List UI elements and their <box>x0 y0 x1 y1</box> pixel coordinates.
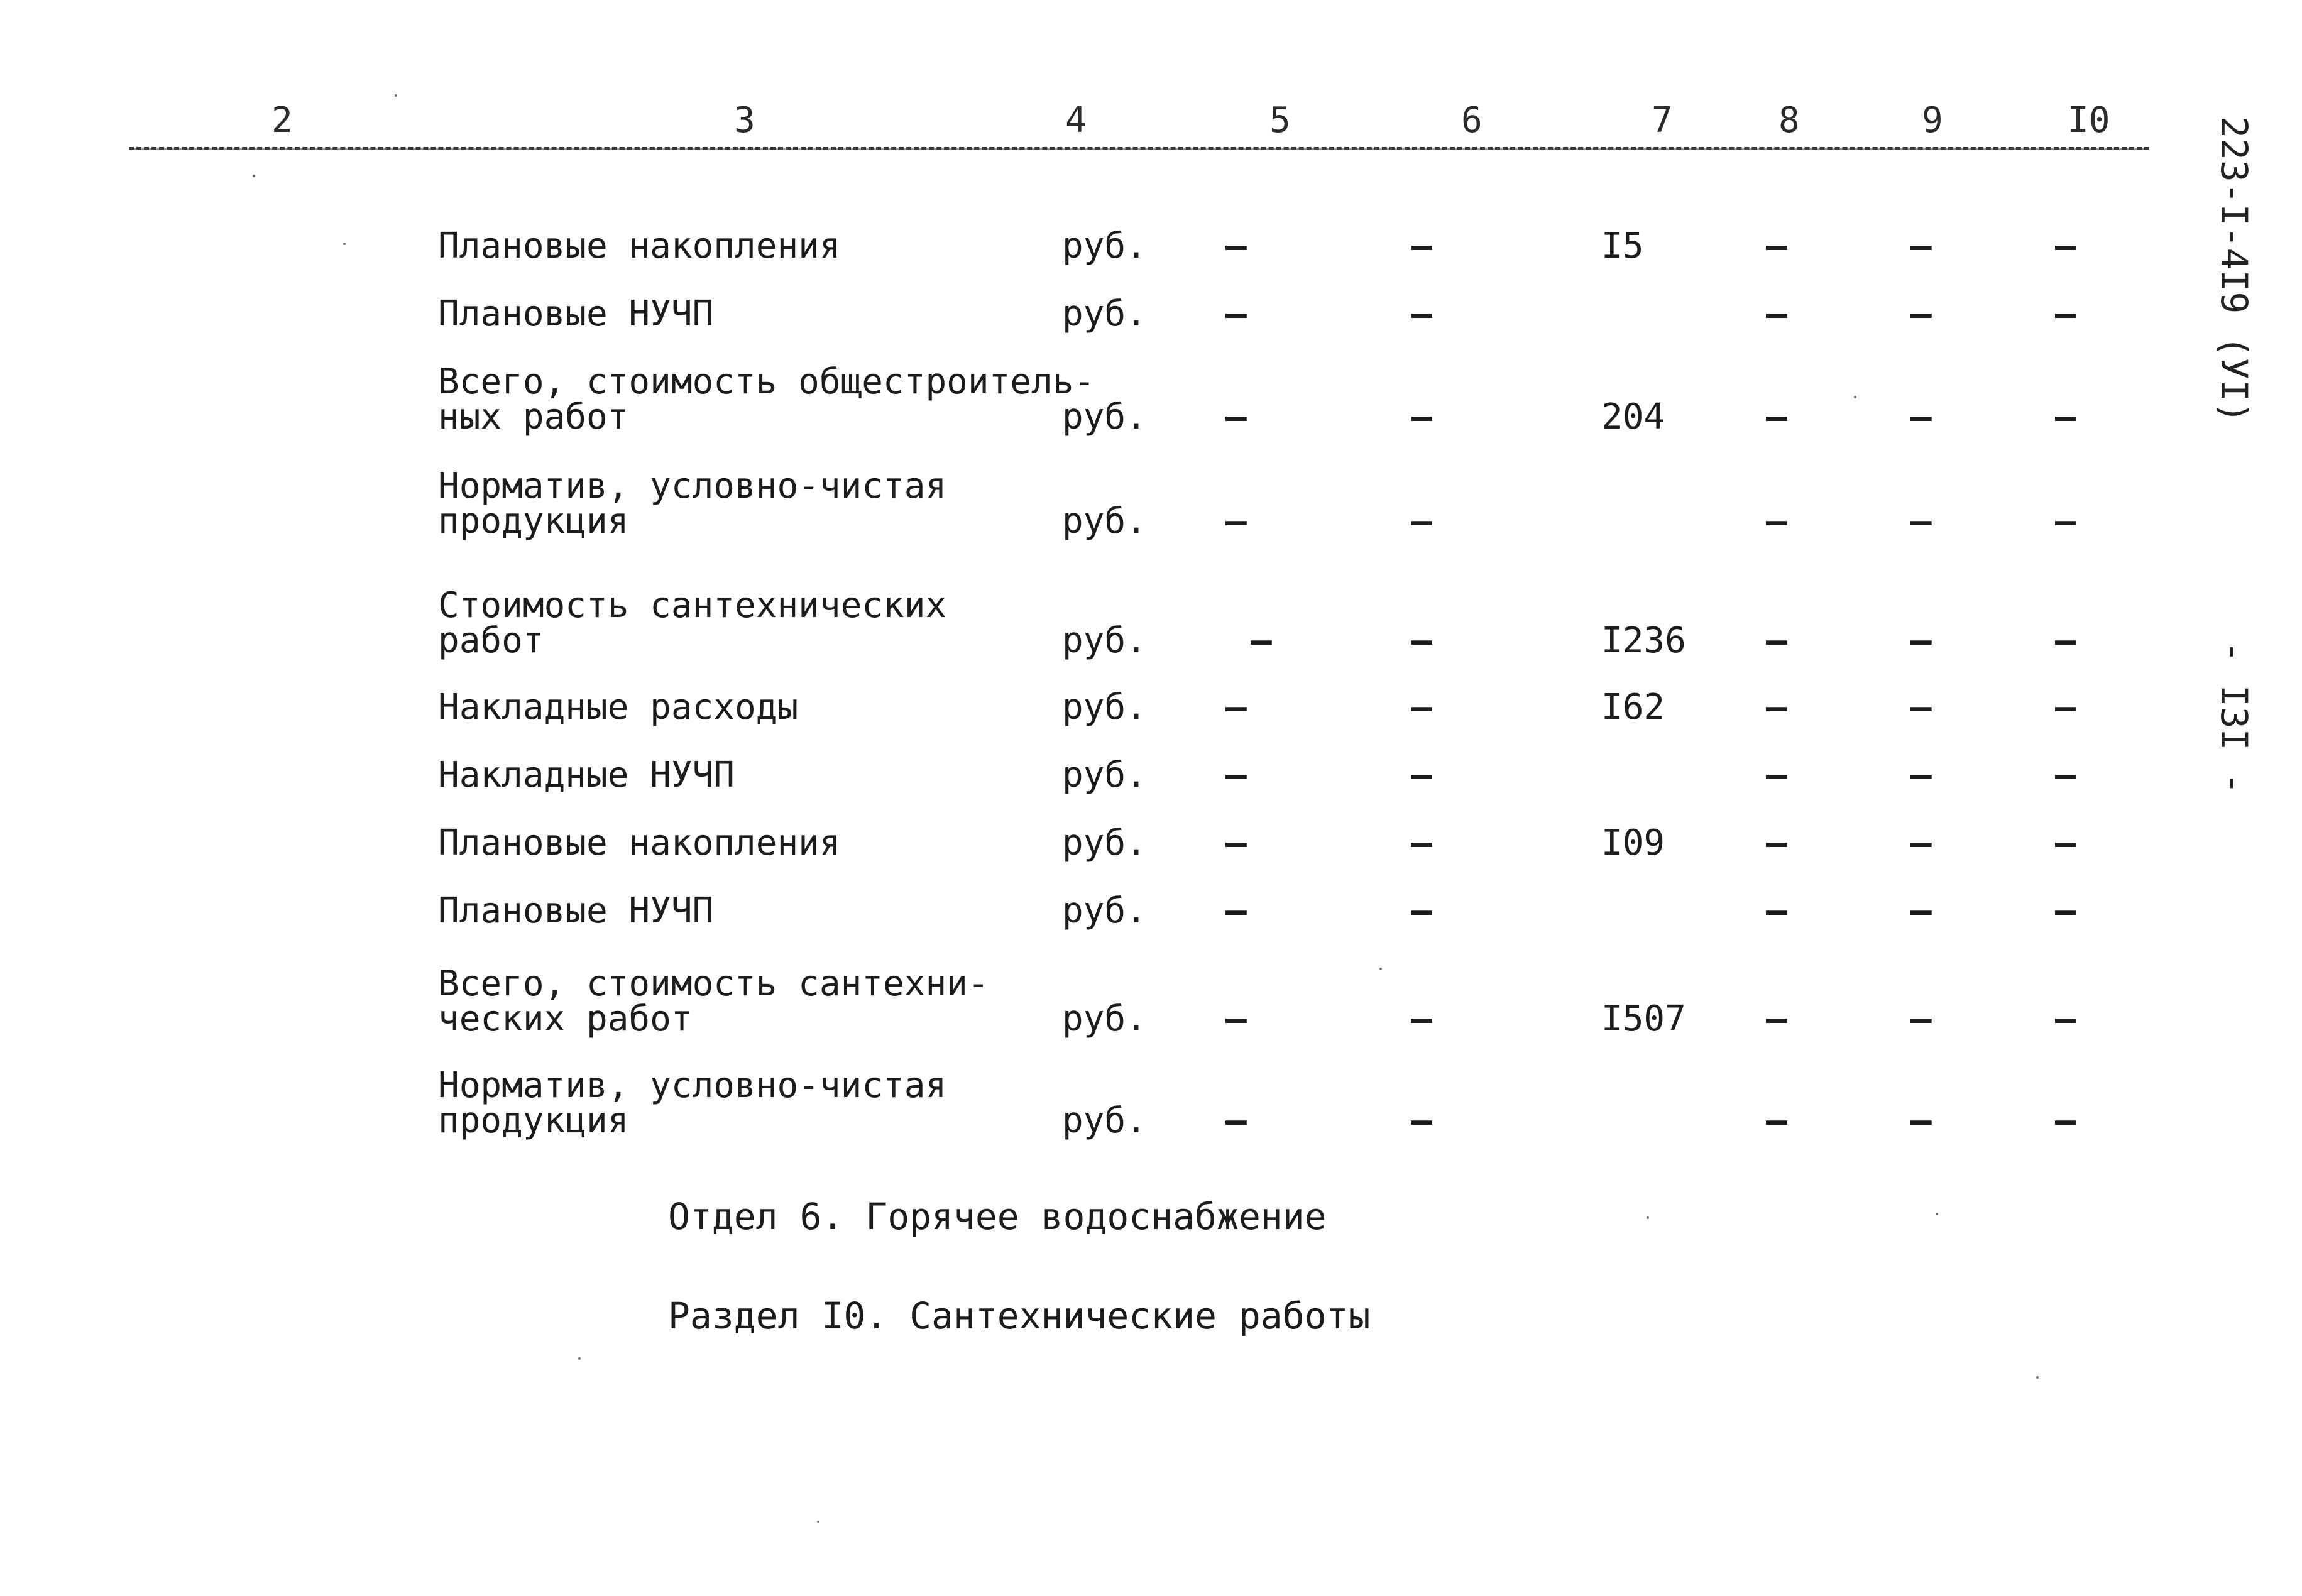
row-col6: – <box>1411 293 1432 334</box>
scan-speck <box>1647 1216 1649 1219</box>
row-unit: руб. <box>1062 396 1147 437</box>
row-col5: – <box>1251 620 1272 661</box>
column-header-6: 6 <box>1461 100 1483 141</box>
row-col5: – <box>1225 755 1247 795</box>
row-col6: – <box>1411 226 1432 266</box>
column-header-10: I0 <box>2068 100 2110 141</box>
row-col8: – <box>1766 501 1787 542</box>
row-description-line: Всего, стоимость общестроитель- <box>438 361 1095 402</box>
row-unit: руб. <box>1062 890 1147 931</box>
row-col8: – <box>1766 1100 1787 1141</box>
row-description-line: Плановые НУЧП <box>438 293 714 334</box>
document-code: 223-I-4I9 (УI) <box>2213 116 2255 424</box>
row-col10: – <box>2055 1100 2076 1141</box>
row-description-line: Стоимость сантехнических <box>438 585 947 626</box>
row-col6: – <box>1411 755 1432 795</box>
row-col7: I236 <box>1601 620 1686 661</box>
row-col5: – <box>1225 396 1247 437</box>
row-col8: – <box>1766 890 1787 931</box>
row-col8: – <box>1766 755 1787 795</box>
column-header-7: 7 <box>1652 100 1673 141</box>
row-unit: руб. <box>1062 293 1147 334</box>
row-col10: – <box>2055 620 2076 661</box>
row-col5: – <box>1225 293 1247 334</box>
row-description-line: Плановые накопления <box>438 226 841 266</box>
row-description <box>438 755 735 795</box>
row-description <box>438 293 714 334</box>
row-col8: – <box>1766 687 1787 728</box>
row-unit: руб. <box>1062 998 1147 1039</box>
row-col8: – <box>1766 226 1787 266</box>
row-col7: I507 <box>1601 998 1686 1039</box>
row-col6: – <box>1411 396 1432 437</box>
row-col10: – <box>2055 890 2076 931</box>
row-description <box>438 823 841 863</box>
scan-speck <box>395 94 397 97</box>
row-col9: – <box>1910 1100 1932 1141</box>
row-col10: – <box>2055 226 2076 266</box>
row-description <box>438 890 714 931</box>
row-col5: – <box>1225 226 1247 266</box>
row-col8: – <box>1766 620 1787 661</box>
column-header-9: 9 <box>1922 100 1943 141</box>
row-col9: – <box>1910 501 1932 542</box>
row-unit: руб. <box>1062 1100 1147 1141</box>
row-description-line: Норматив, условно-чистая <box>438 466 947 506</box>
row-col8: – <box>1766 998 1787 1039</box>
row-col6: – <box>1411 890 1432 931</box>
scan-speck <box>1379 968 1382 970</box>
row-col8: – <box>1766 823 1787 863</box>
row-unit: руб. <box>1062 687 1147 728</box>
row-col5: – <box>1225 890 1247 931</box>
row-col9: – <box>1910 687 1932 728</box>
column-header-4: 4 <box>1065 100 1087 141</box>
row-description-line: продукция <box>438 1100 629 1141</box>
row-col6: – <box>1411 620 1432 661</box>
row-description <box>438 361 1095 437</box>
department-heading: Отдел 6. Горячее водоснабжение <box>668 1195 1327 1238</box>
row-col10: – <box>2055 687 2076 728</box>
row-col7: I5 <box>1601 226 1644 266</box>
header-rule-underlay <box>129 148 2149 150</box>
row-description-line: ных работ <box>438 396 629 437</box>
scan-speck <box>343 243 346 245</box>
row-col6: – <box>1411 823 1432 863</box>
row-col10: – <box>2055 998 2076 1039</box>
row-col5: – <box>1225 823 1247 863</box>
scan-speck <box>817 1521 819 1523</box>
row-unit: руб. <box>1062 501 1147 542</box>
row-col10: – <box>2055 293 2076 334</box>
row-col9: – <box>1910 620 1932 661</box>
scan-speck <box>253 175 255 177</box>
row-col10: – <box>2055 823 2076 863</box>
row-unit: руб. <box>1062 226 1147 266</box>
row-col8: – <box>1766 293 1787 334</box>
row-description <box>438 585 947 661</box>
row-col9: – <box>1910 890 1932 931</box>
row-unit: руб. <box>1062 755 1147 795</box>
row-col5: – <box>1225 998 1247 1039</box>
row-description-line: продукция <box>438 501 629 542</box>
row-description-line: Плановые накопления <box>438 823 841 863</box>
scan-speck <box>578 1357 581 1360</box>
row-col8: – <box>1766 396 1787 437</box>
row-description-line: Норматив, условно-чистая <box>438 1065 947 1106</box>
scan-speck <box>1854 396 1856 398</box>
row-description-line: Всего, стоимость сантехни- <box>438 963 989 1004</box>
row-col5: – <box>1225 1100 1247 1141</box>
chapter-heading: Раздел I0. Сантехнические работы <box>668 1294 1371 1337</box>
row-col9: – <box>1910 396 1932 437</box>
scan-speck <box>1936 1213 1938 1215</box>
column-header-3: 3 <box>734 100 755 141</box>
row-col10: – <box>2055 755 2076 795</box>
column-header-8: 8 <box>1779 100 1800 141</box>
column-header-5: 5 <box>1269 100 1291 141</box>
row-col9: – <box>1910 293 1932 334</box>
row-col5: – <box>1225 501 1247 542</box>
row-col6: – <box>1411 501 1432 542</box>
scan-speck <box>2036 1376 2039 1379</box>
row-col6: – <box>1411 998 1432 1039</box>
row-description-line: Плановые НУЧП <box>438 890 714 931</box>
row-description-line: Накладные НУЧП <box>438 755 735 795</box>
row-unit: руб. <box>1062 823 1147 863</box>
row-col9: – <box>1910 998 1932 1039</box>
row-col5: – <box>1225 687 1247 728</box>
column-header-2: 2 <box>271 100 293 141</box>
row-description <box>438 466 947 542</box>
row-col7: I62 <box>1601 687 1665 728</box>
row-description <box>438 963 989 1039</box>
row-description <box>438 1065 947 1141</box>
row-description-line: ческих работ <box>438 998 693 1039</box>
row-col10: – <box>2055 396 2076 437</box>
row-unit: руб. <box>1062 620 1147 661</box>
row-col9: – <box>1910 823 1932 863</box>
row-description-line: работ <box>438 620 544 661</box>
row-col6: – <box>1411 1100 1432 1141</box>
row-description-line: Накладные расходы <box>438 687 799 728</box>
row-col10: – <box>2055 501 2076 542</box>
row-col7: 204 <box>1601 396 1665 437</box>
row-description <box>438 687 799 728</box>
row-col9: – <box>1910 755 1932 795</box>
row-col7: I09 <box>1601 823 1665 863</box>
row-description <box>438 226 841 266</box>
row-col6: – <box>1411 687 1432 728</box>
page-number: - I3I - <box>2213 641 2255 795</box>
row-col9: – <box>1910 226 1932 266</box>
